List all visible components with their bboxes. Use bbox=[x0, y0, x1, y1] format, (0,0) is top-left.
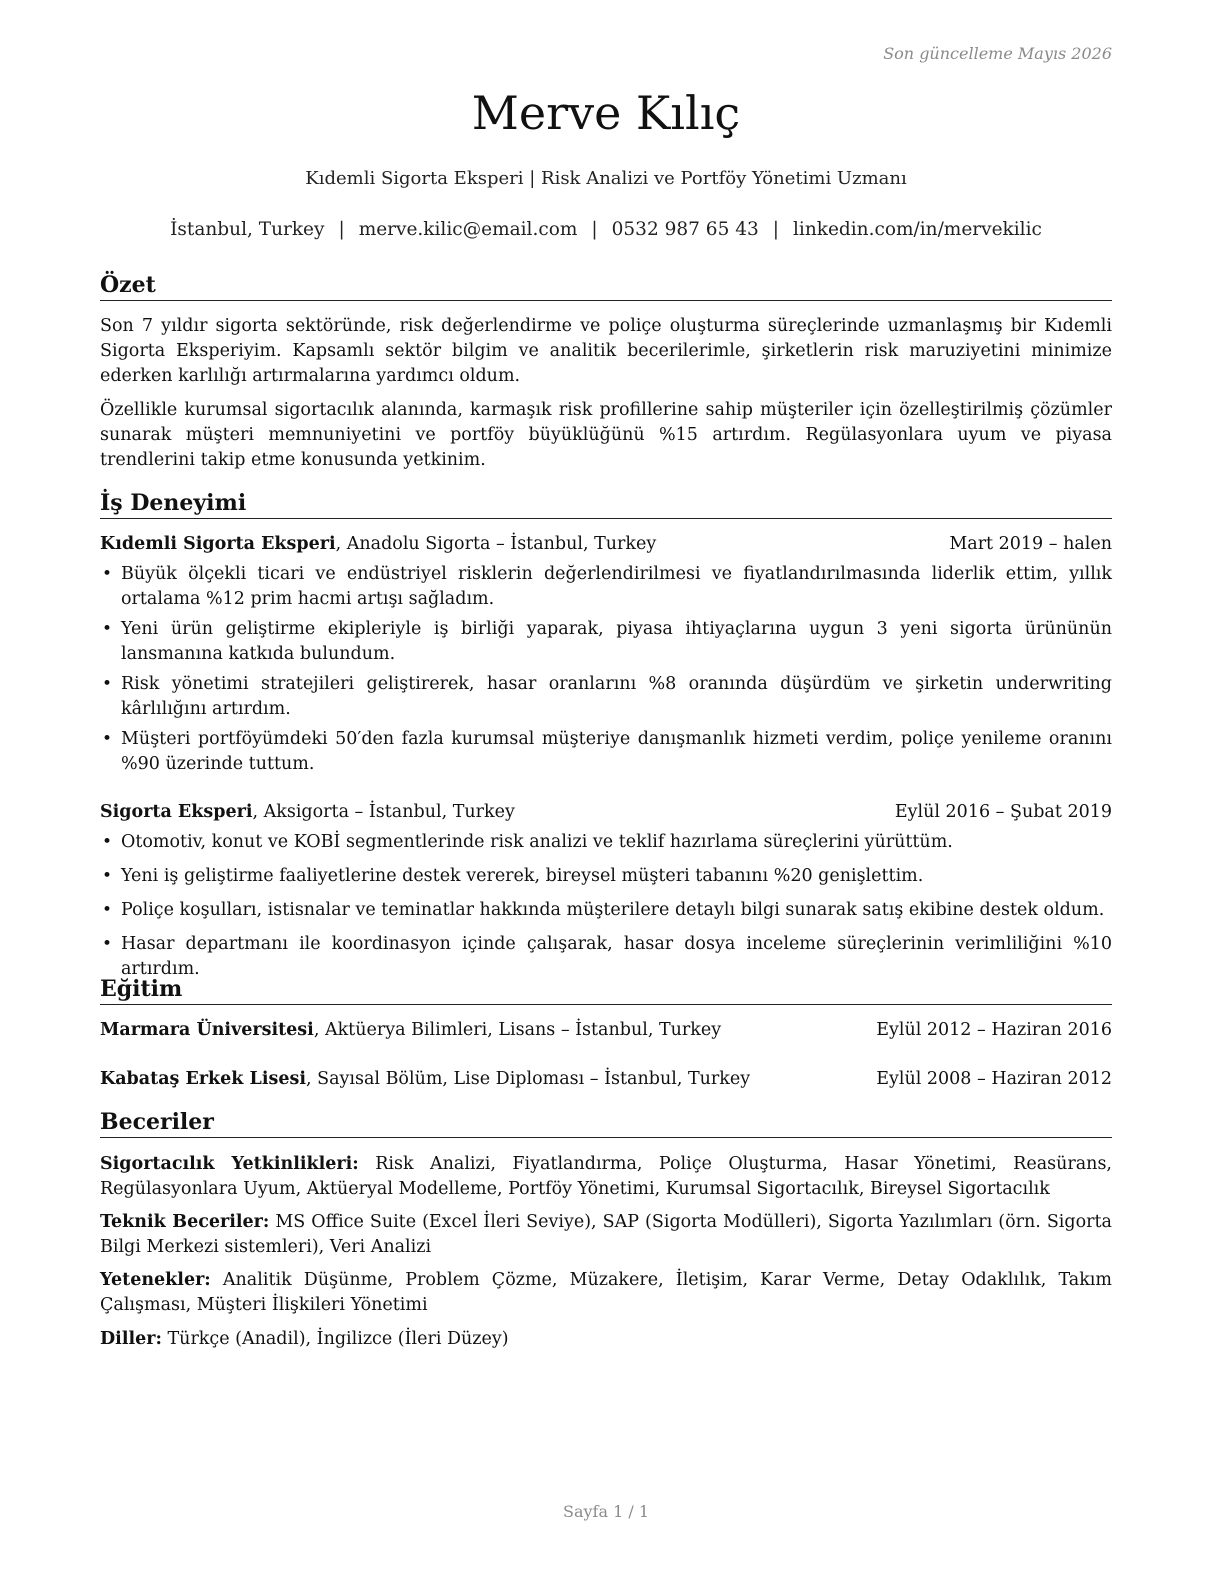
skill-group-text: Analitik Düşünme, Problem Çözme, Müzakere, İletişim, Karar Verme, Detay Odaklılık, Takım Çalışması, Müşteri İlişkileri Yönetimi bbox=[100, 1270, 1112, 1315]
skill-group-label: Diller: bbox=[100, 1329, 162, 1349]
job-role: Sigorta Eksperi bbox=[100, 802, 253, 822]
contact-linkedin[interactable]: linkedin.com/in/mervekilic bbox=[793, 219, 1042, 240]
contact-separator: | bbox=[338, 219, 345, 240]
education-dates: Eylül 2012 – Haziran 2016 bbox=[876, 1020, 1112, 1040]
skill-group-text: Türkçe (Anadil), İngilizce (İleri Düzey) bbox=[161, 1329, 509, 1349]
section-title-experience: İş Deneyimi bbox=[100, 488, 1112, 519]
bullet-text: Yeni ürün geliştirme ekipleriyle iş birliği yaparak, piyasa ihtiyaçlarına uygun 3 yeni sigorta ürününün lansmanına katkıda bulundum. bbox=[121, 619, 1112, 664]
skill-group-label: Yetenekler: bbox=[100, 1270, 211, 1290]
last-updated-note: Son güncelleme Mayıs 2026 bbox=[883, 44, 1112, 63]
summary-paragraph: Son 7 yıldır sigorta sektöründe, risk değerlendirme ve poliçe oluşturma süreçlerinde uzmanlaşmış bir Kıdemli Sigorta Eksperiyim. Kapsamlı sektör bilgim ve analitik becerilerimle, şirketlerin risk maruziyetini minimize ederken karlılığı artırmalarına yardımcı oldum. bbox=[100, 316, 1112, 386]
job-header bbox=[100, 532, 1112, 557]
job-role: Kıdemli Sigorta Eksperi bbox=[100, 534, 336, 554]
education-school: Marmara Üniversitesi bbox=[100, 1020, 314, 1040]
job-company: , Anadolu Sigorta – İstanbul, Turkey bbox=[335, 534, 657, 554]
contact-separator: | bbox=[591, 219, 598, 240]
skill-group bbox=[100, 1152, 1112, 1202]
resume-page bbox=[100, 0, 1112, 1584]
education-details: , Aktüerya Bilimleri, Lisans – İstanbul, Turkey bbox=[313, 1020, 722, 1040]
section-title-skills: Beceriler bbox=[100, 1107, 1112, 1138]
bullet-icon: • bbox=[102, 934, 113, 954]
list-item bbox=[100, 562, 1112, 612]
contact-phone[interactable]: 0532 987 65 43 bbox=[611, 219, 759, 240]
summary-paragraph: Özellikle kurumsal sigortacılık alanında, karmaşık risk profillerine sahip müşteriler için özelleştirilmiş çözümler sunarak müşteri memnuniyetini ve portföy büyüklüğünü %15 artırdım. Regülasyonlara uyum ve piyasa trendlerini takip etme konusunda yetkinim. bbox=[100, 400, 1112, 470]
contact-separator: | bbox=[772, 219, 779, 240]
job-title-line bbox=[100, 800, 515, 825]
list-item bbox=[100, 617, 1112, 667]
bullet-icon: • bbox=[102, 900, 113, 920]
bullet-text: Büyük ölçekli ticari ve endüstriyel risklerin değerlendirilmesi ve fiyatlandırılmasında liderlik ettim, yıllık ortalama %12 prim hacmi artışı sağladım. bbox=[121, 564, 1112, 609]
skill-group bbox=[100, 1210, 1112, 1260]
education-item bbox=[100, 1018, 1112, 1043]
bullet-icon: • bbox=[102, 729, 113, 749]
contact-email[interactable]: merve.kilic@email.com bbox=[358, 219, 578, 240]
job-dates: Mart 2019 – halen bbox=[949, 534, 1112, 554]
education-details: , Sayısal Bölüm, Lise Diploması – İstanbul, Turkey bbox=[305, 1069, 751, 1089]
education-title-line bbox=[100, 1018, 721, 1043]
skill-group-label: Sigortacılık Yetkinlikleri: bbox=[100, 1154, 359, 1174]
skill-group-label: Teknik Beceriler: bbox=[100, 1212, 270, 1232]
bullet-text: Otomotiv, konut ve KOBİ segmentlerinde risk analizi ve teklif hazırlama süreçlerini yürüttüm. bbox=[121, 832, 953, 852]
contact-location: İstanbul, Turkey bbox=[170, 219, 325, 240]
education-title-line bbox=[100, 1067, 750, 1092]
list-item bbox=[100, 672, 1112, 722]
job-title-line bbox=[100, 532, 656, 557]
bullet-icon: • bbox=[102, 866, 113, 886]
page-number: Sayfa 1 / 1 bbox=[562, 1502, 649, 1521]
job-bullet-list bbox=[100, 830, 1112, 991]
contact-line bbox=[100, 219, 1112, 240]
bullet-icon: • bbox=[102, 564, 113, 584]
education-item bbox=[100, 1067, 1112, 1092]
bullet-icon: • bbox=[102, 674, 113, 694]
job-bullet-list bbox=[100, 562, 1112, 782]
job-dates: Eylül 2016 – Şubat 2019 bbox=[894, 802, 1112, 822]
bullet-icon: • bbox=[102, 619, 113, 639]
headline: Kıdemli Sigorta Eksperi | Risk Analizi ve Portföy Yönetimi Uzmanı bbox=[305, 168, 907, 189]
list-item bbox=[100, 727, 1112, 777]
bullet-text: Hasar departmanı ile koordinasyon içinde çalışarak, hasar dosya inceleme süreçlerinin verimliliğini %10 artırdım. bbox=[121, 934, 1112, 979]
section-title-education: Eğitim bbox=[100, 974, 1112, 1005]
skill-group-text: MS Office Suite (Excel İleri Seviye), SAP (Sigorta Modülleri), Sigorta Yazılımları (örn. Sigorta Bilgi Merkezi sistemleri), Veri Analizi bbox=[100, 1212, 1112, 1257]
skill-group-text: Risk Analizi, Fiyatlandırma, Poliçe Oluşturma, Hasar Yönetimi, Reasürans, Regülasyonlara Uyum, Aktüeryal Modelleme, Portföy Yönetimi, Kurumsal Sigortacılık, Bireysel Sigortacılık bbox=[100, 1154, 1112, 1199]
list-item bbox=[100, 898, 1112, 923]
list-item bbox=[100, 864, 1112, 889]
bullet-text: Poliçe koşulları, istisnalar ve teminatlar hakkında müşterilere detaylı bilgi sunarak satış ekibine destek oldum. bbox=[121, 900, 1105, 920]
bullet-icon: • bbox=[102, 832, 113, 852]
bullet-text: Yeni iş geliştirme faaliyetlerine destek vererek, bireysel müşteri tabanını %20 genişlettim. bbox=[121, 866, 924, 886]
education-dates: Eylül 2008 – Haziran 2012 bbox=[876, 1069, 1112, 1089]
bullet-text: Müşteri portföyümdeki 50′den fazla kurumsal müşteriye danışmanlık hizmeti verdim, poliçe yenileme oranını %90 üzerinde tuttum. bbox=[121, 729, 1112, 774]
skill-group bbox=[100, 1327, 1112, 1352]
list-item bbox=[100, 830, 1112, 855]
education-school: Kabataş Erkek Lisesi bbox=[100, 1069, 306, 1089]
bullet-text: Risk yönetimi stratejileri geliştirerek, hasar oranlarını %8 oranında düşürdüm ve şirketin underwriting kârlılığını artırdım. bbox=[121, 674, 1112, 719]
section-title-summary: Özet bbox=[100, 270, 1112, 301]
job-header bbox=[100, 800, 1112, 825]
job-company: , Aksigorta – İstanbul, Turkey bbox=[252, 802, 515, 822]
candidate-name: Merve Kılıç bbox=[471, 86, 741, 140]
skill-group bbox=[100, 1268, 1112, 1318]
